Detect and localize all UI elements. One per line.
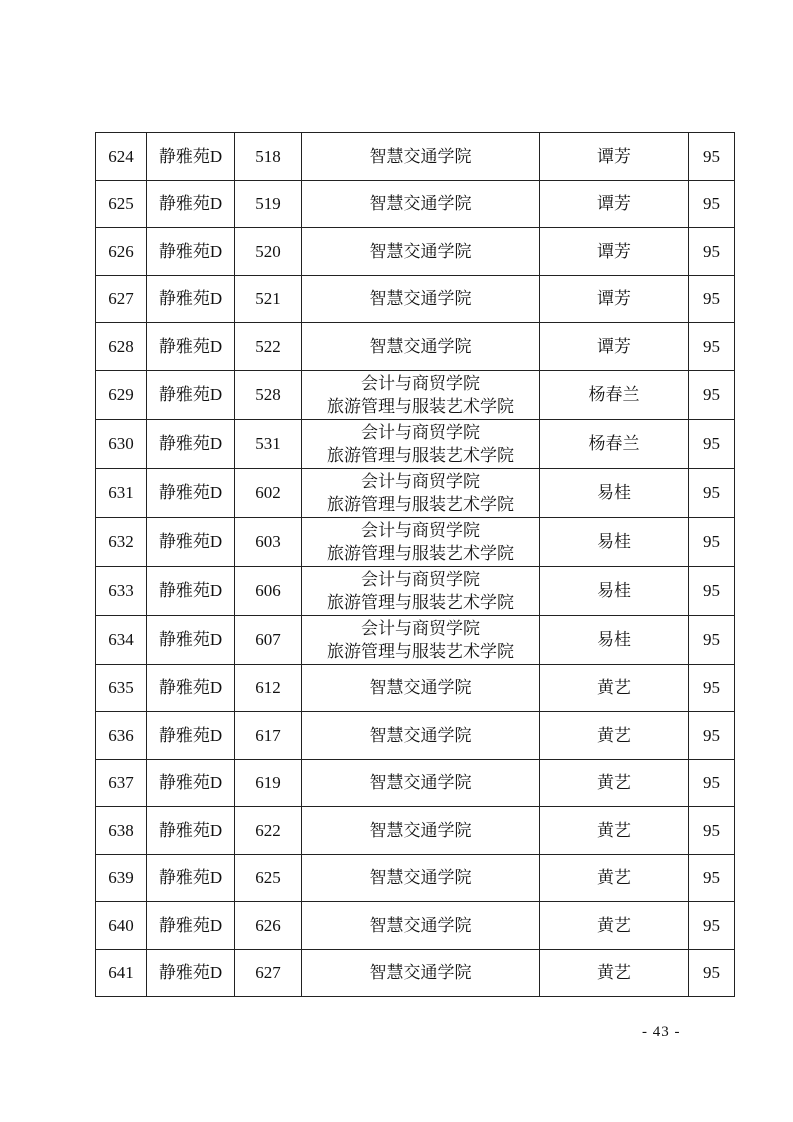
table-row xyxy=(96,759,735,807)
row-number-cell: 629 xyxy=(96,370,147,419)
building-cell: 静雅苑D xyxy=(147,517,235,566)
building-cell: 静雅苑D xyxy=(147,902,235,950)
college-name: 旅游管理与服装艺术学院 xyxy=(327,641,514,661)
college-cell xyxy=(302,133,540,181)
score-cell: 95 xyxy=(689,807,735,855)
college-name: 智慧交通学院 xyxy=(369,146,472,166)
score-cell: 95 xyxy=(689,759,735,807)
college-name: 智慧交通学院 xyxy=(369,963,472,983)
building-cell: 静雅苑D xyxy=(147,759,235,807)
score-cell: 95 xyxy=(689,133,735,181)
room-number-cell: 521 xyxy=(235,275,302,323)
page-number: - 43 - xyxy=(642,1024,681,1040)
college-name: 智慧交通学院 xyxy=(369,725,472,745)
room-number-cell: 531 xyxy=(235,419,302,468)
score-cell: 95 xyxy=(689,902,735,950)
teacher-cell: 易桂 xyxy=(540,566,689,615)
table-row xyxy=(96,712,735,760)
teacher-cell: 黄艺 xyxy=(540,664,689,712)
room-number-cell: 603 xyxy=(235,517,302,566)
college-name: 智慧交通学院 xyxy=(369,915,472,935)
row-number-cell: 634 xyxy=(96,615,147,664)
score-cell: 95 xyxy=(689,180,735,228)
row-number-cell: 625 xyxy=(96,180,147,228)
teacher-cell: 谭芳 xyxy=(540,275,689,323)
college-name: 智慧交通学院 xyxy=(369,820,472,840)
score-cell: 95 xyxy=(689,854,735,902)
dormitory-score-table-container xyxy=(95,132,734,997)
row-number-cell: 641 xyxy=(96,949,147,997)
table-row xyxy=(96,419,735,468)
college-cell xyxy=(302,323,540,371)
room-number-cell: 625 xyxy=(235,854,302,902)
score-cell: 95 xyxy=(689,468,735,517)
room-number-cell: 617 xyxy=(235,712,302,760)
score-cell: 95 xyxy=(689,712,735,760)
row-number-cell: 630 xyxy=(96,419,147,468)
college-name: 会计与商贸学院 xyxy=(361,569,480,589)
teacher-cell: 谭芳 xyxy=(540,323,689,371)
building-cell: 静雅苑D xyxy=(147,370,235,419)
table-row xyxy=(96,902,735,950)
room-number-cell: 622 xyxy=(235,807,302,855)
building-cell: 静雅苑D xyxy=(147,419,235,468)
table-row xyxy=(96,949,735,997)
row-number-cell: 637 xyxy=(96,759,147,807)
table-row xyxy=(96,517,735,566)
room-number-cell: 522 xyxy=(235,323,302,371)
row-number-cell: 638 xyxy=(96,807,147,855)
room-number-cell: 626 xyxy=(235,902,302,950)
college-name: 智慧交通学院 xyxy=(369,289,472,309)
score-cell: 95 xyxy=(689,949,735,997)
college-name: 智慧交通学院 xyxy=(369,773,472,793)
row-number-cell: 636 xyxy=(96,712,147,760)
college-cell xyxy=(302,664,540,712)
row-number-cell: 627 xyxy=(96,275,147,323)
teacher-cell: 杨春兰 xyxy=(540,419,689,468)
teacher-cell: 黄艺 xyxy=(540,854,689,902)
college-name: 会计与商贸学院 xyxy=(361,471,480,491)
college-name: 智慧交通学院 xyxy=(369,336,472,356)
room-number-cell: 612 xyxy=(235,664,302,712)
table-row xyxy=(96,664,735,712)
college-cell xyxy=(302,566,540,615)
table-row xyxy=(96,854,735,902)
row-number-cell: 626 xyxy=(96,228,147,276)
score-cell: 95 xyxy=(689,275,735,323)
teacher-cell: 谭芳 xyxy=(540,133,689,181)
college-cell xyxy=(302,759,540,807)
table-row xyxy=(96,566,735,615)
table-row xyxy=(96,370,735,419)
building-cell: 静雅苑D xyxy=(147,275,235,323)
college-name: 智慧交通学院 xyxy=(369,678,472,698)
building-cell: 静雅苑D xyxy=(147,615,235,664)
room-number-cell: 606 xyxy=(235,566,302,615)
college-cell xyxy=(302,419,540,468)
college-cell xyxy=(302,180,540,228)
room-number-cell: 619 xyxy=(235,759,302,807)
college-cell xyxy=(302,275,540,323)
college-name: 会计与商贸学院 xyxy=(361,373,480,393)
building-cell: 静雅苑D xyxy=(147,664,235,712)
building-cell: 静雅苑D xyxy=(147,949,235,997)
college-name: 旅游管理与服装艺术学院 xyxy=(327,543,514,563)
teacher-cell: 黄艺 xyxy=(540,759,689,807)
row-number-cell: 631 xyxy=(96,468,147,517)
college-name: 会计与商贸学院 xyxy=(361,520,480,540)
score-cell: 95 xyxy=(689,615,735,664)
score-cell: 95 xyxy=(689,664,735,712)
row-number-cell: 632 xyxy=(96,517,147,566)
building-cell: 静雅苑D xyxy=(147,468,235,517)
score-cell: 95 xyxy=(689,517,735,566)
college-name: 会计与商贸学院 xyxy=(361,422,480,442)
college-name: 会计与商贸学院 xyxy=(361,618,480,638)
row-number-cell: 628 xyxy=(96,323,147,371)
college-cell xyxy=(302,949,540,997)
college-name: 智慧交通学院 xyxy=(369,241,472,261)
score-cell: 95 xyxy=(689,228,735,276)
teacher-cell: 谭芳 xyxy=(540,228,689,276)
college-cell xyxy=(302,854,540,902)
college-cell xyxy=(302,902,540,950)
row-number-cell: 635 xyxy=(96,664,147,712)
table-row xyxy=(96,133,735,181)
college-cell xyxy=(302,370,540,419)
teacher-cell: 易桂 xyxy=(540,468,689,517)
table-row xyxy=(96,228,735,276)
room-number-cell: 627 xyxy=(235,949,302,997)
row-number-cell: 640 xyxy=(96,902,147,950)
building-cell: 静雅苑D xyxy=(147,180,235,228)
teacher-cell: 谭芳 xyxy=(540,180,689,228)
college-cell xyxy=(302,615,540,664)
teacher-cell: 黄艺 xyxy=(540,902,689,950)
dormitory-score-table xyxy=(95,132,735,997)
college-name: 智慧交通学院 xyxy=(369,194,472,214)
row-number-cell: 624 xyxy=(96,133,147,181)
room-number-cell: 528 xyxy=(235,370,302,419)
score-cell: 95 xyxy=(689,566,735,615)
building-cell: 静雅苑D xyxy=(147,807,235,855)
row-number-cell: 639 xyxy=(96,854,147,902)
teacher-cell: 易桂 xyxy=(540,615,689,664)
college-cell xyxy=(302,517,540,566)
college-name: 旅游管理与服装艺术学院 xyxy=(327,445,514,465)
table-body xyxy=(96,133,735,997)
table-row xyxy=(96,323,735,371)
table-row xyxy=(96,807,735,855)
room-number-cell: 607 xyxy=(235,615,302,664)
teacher-cell: 易桂 xyxy=(540,517,689,566)
building-cell: 静雅苑D xyxy=(147,228,235,276)
building-cell: 静雅苑D xyxy=(147,712,235,760)
college-name: 旅游管理与服装艺术学院 xyxy=(327,494,514,514)
teacher-cell: 黄艺 xyxy=(540,949,689,997)
row-number-cell: 633 xyxy=(96,566,147,615)
college-cell xyxy=(302,807,540,855)
college-name: 旅游管理与服装艺术学院 xyxy=(327,592,514,612)
building-cell: 静雅苑D xyxy=(147,854,235,902)
teacher-cell: 杨春兰 xyxy=(540,370,689,419)
teacher-cell: 黄艺 xyxy=(540,712,689,760)
building-cell: 静雅苑D xyxy=(147,566,235,615)
teacher-cell: 黄艺 xyxy=(540,807,689,855)
table-row xyxy=(96,468,735,517)
building-cell: 静雅苑D xyxy=(147,323,235,371)
room-number-cell: 519 xyxy=(235,180,302,228)
college-name: 旅游管理与服装艺术学院 xyxy=(327,396,514,416)
room-number-cell: 602 xyxy=(235,468,302,517)
table-row xyxy=(96,180,735,228)
room-number-cell: 518 xyxy=(235,133,302,181)
score-cell: 95 xyxy=(689,419,735,468)
score-cell: 95 xyxy=(689,370,735,419)
building-cell: 静雅苑D xyxy=(147,133,235,181)
college-cell xyxy=(302,468,540,517)
table-row xyxy=(96,615,735,664)
score-cell: 95 xyxy=(689,323,735,371)
college-cell xyxy=(302,228,540,276)
college-cell xyxy=(302,712,540,760)
room-number-cell: 520 xyxy=(235,228,302,276)
college-name: 智慧交通学院 xyxy=(369,868,472,888)
table-row xyxy=(96,275,735,323)
